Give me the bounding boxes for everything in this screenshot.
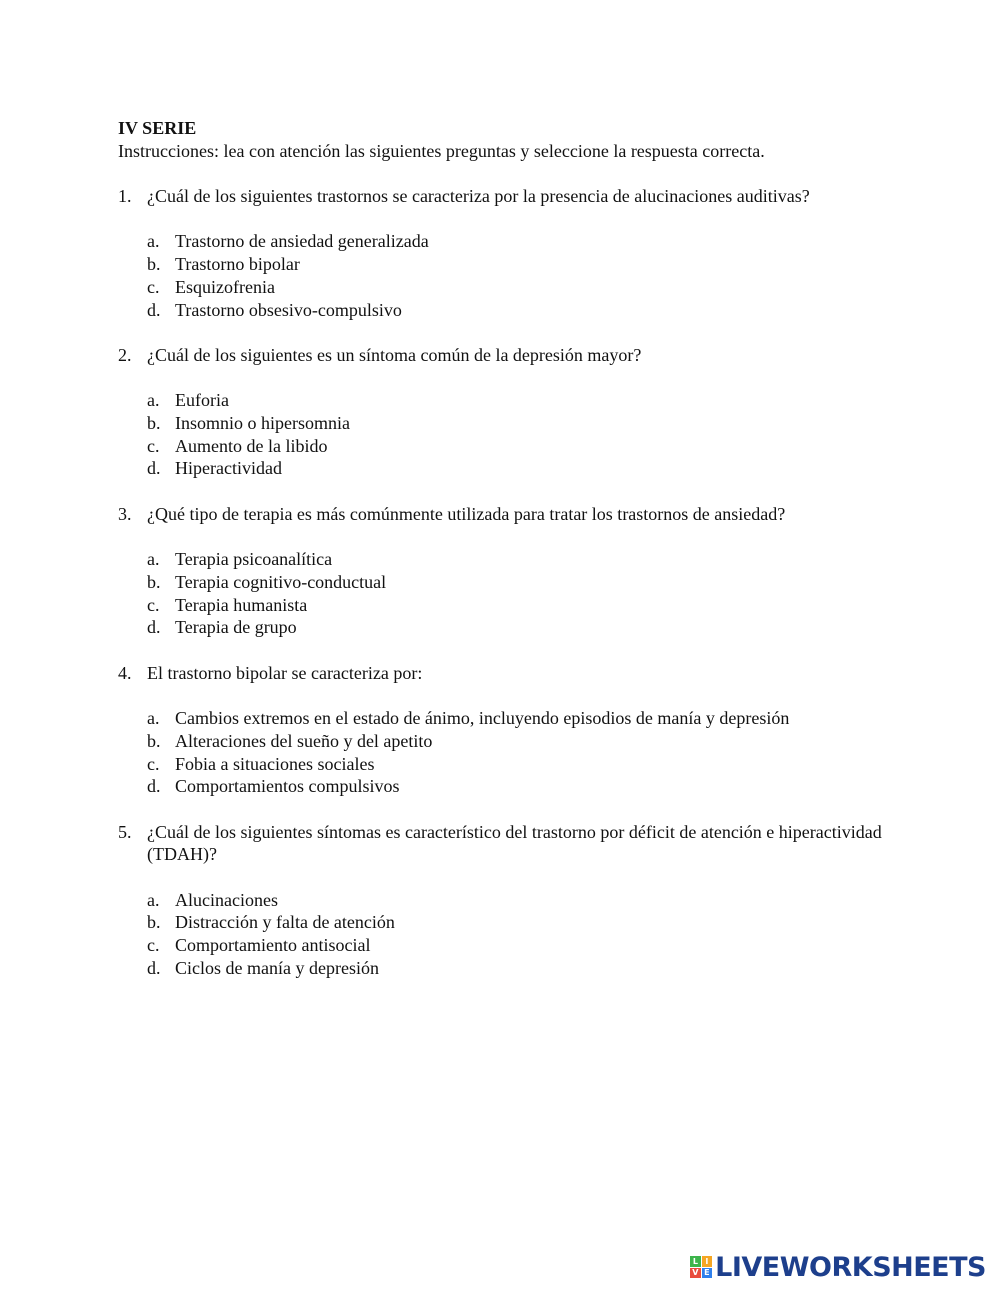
option-text: Alucinaciones (175, 889, 278, 910)
answer-option[interactable] (147, 276, 918, 299)
answer-option[interactable] (147, 435, 918, 458)
answer-option[interactable] (147, 730, 918, 753)
logo-mark-square: E (702, 1268, 713, 1279)
answer-option[interactable] (147, 230, 918, 253)
question-header (118, 662, 918, 685)
option-letter: c. (147, 594, 160, 615)
option-letter: d. (147, 617, 161, 638)
logo-mark-square: L (690, 1256, 701, 1267)
answer-option[interactable] (147, 253, 918, 276)
answer-option[interactable] (147, 594, 918, 617)
section-title: IV SERIE (118, 118, 197, 138)
answer-option[interactable] (147, 707, 918, 730)
question-1 (118, 185, 918, 321)
option-letter: b. (147, 912, 161, 933)
question-text: ¿Cuál de los siguientes síntomas es característico del trastorno por déficit de atención e hiperactividad (TDAH)? (147, 821, 882, 865)
option-letter: b. (147, 730, 161, 751)
logo-text: LIVEWORKSHEETS (715, 1251, 986, 1283)
option-text: Esquizofrenia (175, 276, 275, 297)
option-text: Terapia psicoanalítica (175, 549, 333, 570)
answer-option[interactable] (147, 957, 918, 980)
answer-option[interactable] (147, 889, 918, 912)
question-number: 4. (118, 662, 132, 683)
option-letter: c. (147, 276, 160, 297)
option-text: Fobia a situaciones sociales (175, 753, 375, 774)
option-text: Terapia cognitivo-conductual (175, 571, 387, 592)
question-number: 2. (118, 344, 132, 365)
option-letter: b. (147, 254, 161, 275)
option-list (118, 230, 918, 321)
option-text: Comportamientos compulsivos (175, 776, 400, 797)
answer-option[interactable] (147, 389, 918, 412)
option-letter: c. (147, 435, 160, 456)
question-3 (118, 503, 918, 639)
option-letter: d. (147, 458, 161, 479)
logo-mark-square: I (702, 1256, 713, 1267)
question-text: ¿Cuál de los siguientes es un síntoma común de la depresión mayor? (147, 344, 642, 365)
option-letter: a. (147, 390, 160, 411)
option-list (118, 889, 918, 980)
option-letter: d. (147, 776, 161, 797)
question-header (118, 821, 918, 866)
question-text: ¿Qué tipo de terapia es más comúnmente utilizada para tratar los trastornos de ansiedad? (147, 503, 786, 524)
option-letter: c. (147, 935, 160, 956)
option-letter: d. (147, 957, 161, 978)
question-header (118, 503, 918, 526)
answer-option[interactable] (147, 412, 918, 435)
question-2 (118, 344, 918, 480)
option-text: Euforia (175, 390, 229, 411)
section-instructions: Instrucciones: lea con atención las siguientes preguntas y seleccione la respuesta correcta. (118, 140, 765, 161)
question-text: ¿Cuál de los siguientes trastornos se caracteriza por la presencia de alucinaciones auditivas? (147, 186, 810, 207)
option-text: Hiperactividad (175, 458, 282, 479)
option-letter: a. (147, 889, 160, 910)
option-letter: a. (147, 549, 160, 570)
question-header (118, 185, 918, 208)
option-text: Comportamiento antisocial (175, 935, 371, 956)
answer-option[interactable] (147, 911, 918, 934)
option-letter: c. (147, 753, 160, 774)
option-text: Distracción y falta de atención (175, 912, 395, 933)
option-text: Trastorno obsesivo-compulsivo (175, 299, 402, 320)
question-number: 1. (118, 186, 132, 207)
option-letter: b. (147, 413, 161, 434)
option-letter: a. (147, 231, 160, 252)
answer-option[interactable] (147, 548, 918, 571)
option-text: Insomnio o hipersomnia (175, 413, 350, 434)
option-list (118, 389, 918, 480)
answer-option[interactable] (147, 299, 918, 322)
answer-option[interactable] (147, 571, 918, 594)
option-text: Terapia de grupo (175, 617, 297, 638)
option-text: Aumento de la libido (175, 435, 328, 456)
answer-option[interactable] (147, 616, 918, 639)
question-header (118, 344, 918, 367)
option-list (118, 707, 918, 798)
logo-mark-square: V (690, 1268, 701, 1279)
option-text: Alteraciones del sueño y del apetito (175, 730, 433, 751)
liveworksheets-logo-icon (690, 1256, 712, 1278)
option-list (118, 548, 918, 639)
answer-option[interactable] (147, 457, 918, 480)
option-letter: a. (147, 708, 160, 729)
liveworksheets-logo (690, 1252, 986, 1282)
option-letter: d. (147, 299, 161, 320)
option-text: Trastorno bipolar (175, 254, 300, 275)
question-number: 5. (118, 821, 132, 842)
answer-option[interactable] (147, 753, 918, 776)
option-text: Cambios extremos en el estado de ánimo, incluyendo episodios de manía y depresión (175, 708, 790, 729)
question-list (118, 185, 918, 979)
option-text: Ciclos de manía y depresión (175, 957, 379, 978)
answer-option[interactable] (147, 934, 918, 957)
question-4 (118, 662, 918, 798)
option-text: Terapia humanista (175, 594, 308, 615)
answer-option[interactable] (147, 775, 918, 798)
option-text: Trastorno de ansiedad generalizada (175, 231, 429, 252)
question-number: 3. (118, 503, 132, 524)
question-5 (118, 821, 918, 980)
question-text: El trastorno bipolar se caracteriza por: (147, 662, 423, 683)
option-letter: b. (147, 571, 161, 592)
worksheet-page (118, 117, 918, 1002)
